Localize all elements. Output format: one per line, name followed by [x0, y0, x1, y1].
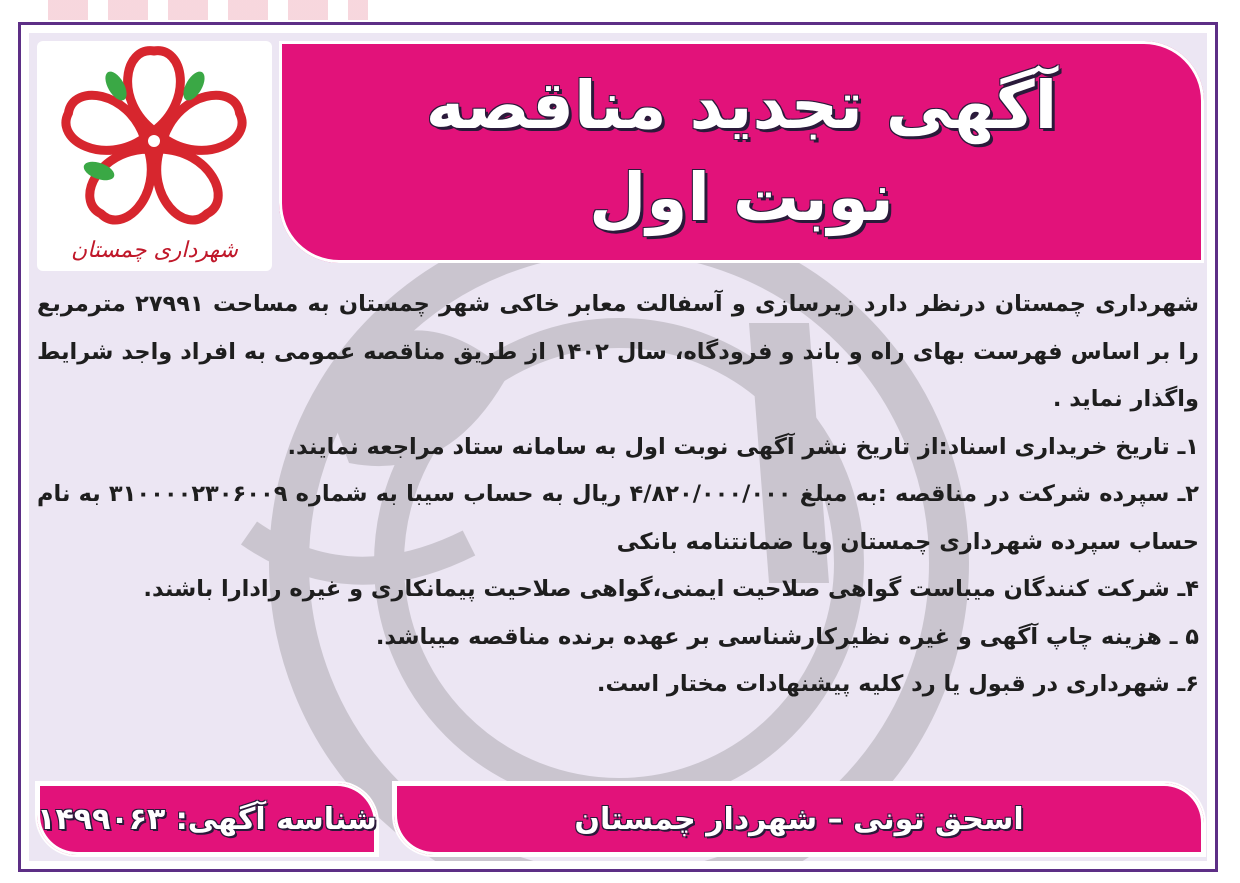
- clause-5: ۵ ـ هزینه چاپ آگهی و غیره نظیرکارشناسی بر عهده برنده مناقصه میباشد.: [375, 623, 1199, 650]
- logo-panel: [37, 41, 272, 271]
- clause-6: ۶ـ شهرداری در قبول یا رد کلیه پیشنهادات مختار است.: [596, 671, 1199, 697]
- announcement-body: [37, 281, 1199, 709]
- announcement-panel: [29, 33, 1207, 861]
- top-decorative-stripe: [48, 0, 368, 20]
- ad-id-banner: [37, 783, 377, 855]
- intro-paragraph: شهرداری چمستان درنظر دارد زیرسازی و آسفالت معابر خاکی شهر چمستان به مساحت ۲۷۹۹۱ مترمربع را بر اساس فهرست بهای راه و باند و فرودگاه، سال ۱۴۰۲ از طریق مناقصه عمومی به افراد واجد شرایط واگذار نماید .: [37, 291, 1199, 412]
- logo-caption: شهرداری چمستان: [71, 238, 238, 263]
- ad-id-label: شناسه آگهی: ۱۴۹۹۰۶۳: [37, 801, 377, 837]
- announcement-subtitle: نوبت اول: [589, 159, 894, 236]
- flower-logo-icon: [37, 41, 272, 231]
- clause-4: ۴ـ شرکت کنندگان میباست گواهی صلاحیت ایمنی،گواهی صلاحیت پیمانکاری و غیره رادارا باشند.: [143, 576, 1199, 602]
- signature-banner: [394, 783, 1204, 855]
- clause-2: ۲ـ سپرده شرکت در مناقصه :به مبلغ ۴/۸۲۰/۰۰۰/۰۰۰ ریال به حساب سیبا به شماره ۳۱۰۰۰۰۲۳۰۶۰۰۹ به نام حساب سپرده شهرداری چمستان ویا ضمانتنامه بانکی: [37, 481, 1200, 555]
- announcement-frame: [18, 22, 1218, 872]
- title-banner: [279, 41, 1204, 263]
- clause-1: ۱ـ تاریخ خریداری اسناد:از تاریخ نشر آگهی نوبت اول به سامانه ستاد مراجعه نمایند.: [287, 433, 1199, 460]
- mayor-signature: اسحق تونی – شهردار چمستان: [574, 801, 1024, 837]
- announcement-title: آگهی تجدید مناقصه: [425, 67, 1058, 144]
